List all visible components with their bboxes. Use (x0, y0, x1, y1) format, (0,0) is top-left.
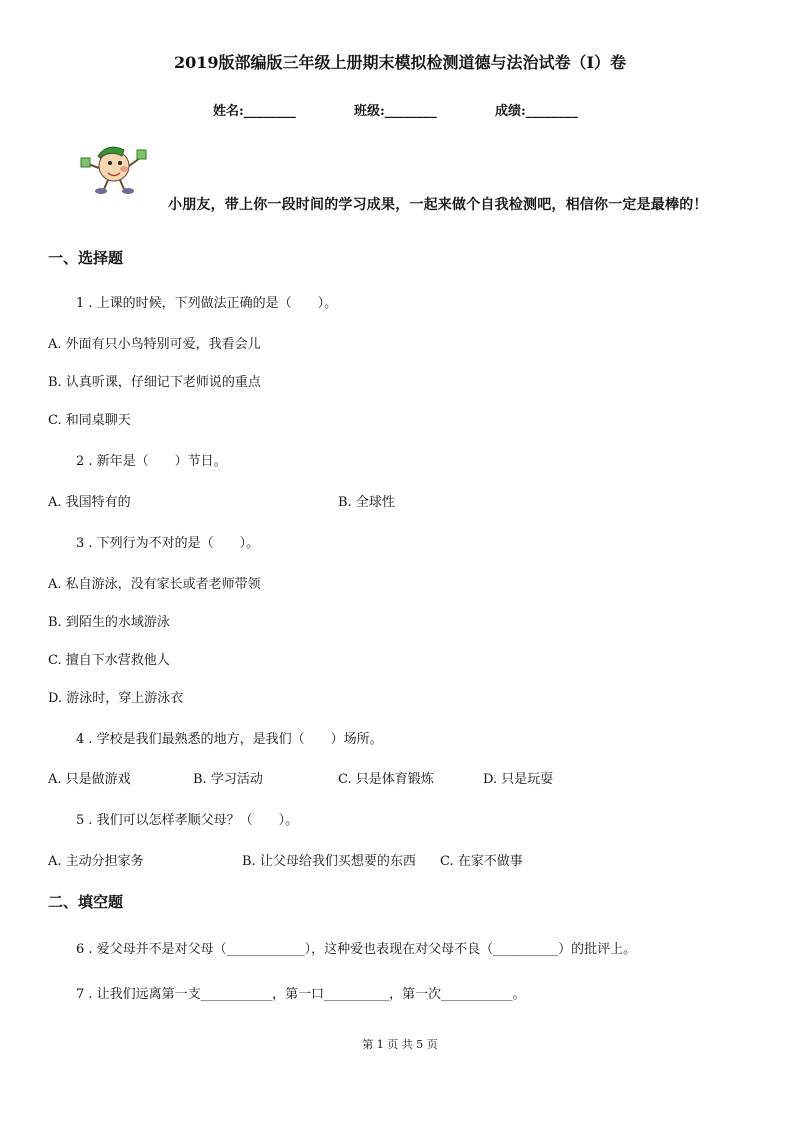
question-7: 7 . 让我们远离第一支___________，第一口__________，第一次___________。 (76, 987, 526, 1002)
question-1: 1 . 上课的时候，下列做法正确的是（ ）。 (76, 296, 338, 311)
q4-option-a[interactable]: A. 只是做游戏 (48, 772, 131, 787)
q3-option-d[interactable]: D. 游泳时，穿上游泳衣 (48, 691, 184, 706)
q5-option-c[interactable]: C. 在家不做事 (440, 854, 523, 869)
q5-option-b[interactable]: B. 让父母给我们买想要的东西 (242, 854, 416, 869)
page-title: 2019版部编版三年级上册期末模拟检测道德与法治试卷（I）卷 (173, 53, 627, 72)
score-field[interactable]: 成绩:________ (495, 104, 578, 119)
q2-option-b[interactable]: B. 全球性 (338, 495, 395, 510)
question-6: 6 . 爱父母并不是对父母（____________），这种爱也表现在对父母不良（__________）的批评上。 (76, 942, 637, 957)
q5-option-a[interactable]: A. 主动分担家务 (48, 854, 144, 869)
q1-option-a[interactable]: A. 外面有只小鸟特别可爱，我看会儿 (48, 337, 261, 352)
q1-option-b[interactable]: B. 认真听课，仔细记下老师说的重点 (48, 375, 261, 390)
question-5: 5 . 我们可以怎样孝顺父母？（ ）。 (76, 813, 299, 828)
name-field[interactable]: 姓名:________ (213, 104, 296, 119)
encouragement-text: 小朋友，带上你一段时间的学习成果，一起来做个自我检测吧，相信你一定是最棒的！ (168, 197, 708, 213)
section-fill-heading: 二、填空题 (48, 893, 124, 911)
question-3: 3 . 下列行为不对的是（ ）。 (76, 536, 260, 551)
q4-option-c[interactable]: C. 只是体育锻炼 (338, 772, 434, 787)
q3-option-c[interactable]: C. 擅自下水营救他人 (48, 653, 170, 668)
class-field[interactable]: 班级:________ (354, 104, 437, 119)
question-4: 4 . 学校是我们最熟悉的地方，是我们（ ）场所。 (76, 732, 383, 747)
q4-option-b[interactable]: B. 学习活动 (193, 772, 263, 787)
section-choice-heading: 一、选择题 (48, 249, 124, 267)
q3-option-b[interactable]: B. 到陌生的水域游泳 (48, 615, 170, 630)
q2-option-a[interactable]: A. 我国特有的 (48, 495, 131, 510)
question-2: 2 . 新年是（ ）节日。 (76, 454, 227, 469)
mascot-illustration (78, 136, 148, 196)
page-footer: 第 1 页 共 5 页 (362, 1038, 438, 1051)
q4-option-d[interactable]: D. 只是玩耍 (483, 772, 554, 787)
q3-option-a[interactable]: A. 私自游泳，没有家长或者老师带领 (48, 577, 261, 592)
q1-option-c[interactable]: C. 和同桌聊天 (48, 413, 131, 428)
